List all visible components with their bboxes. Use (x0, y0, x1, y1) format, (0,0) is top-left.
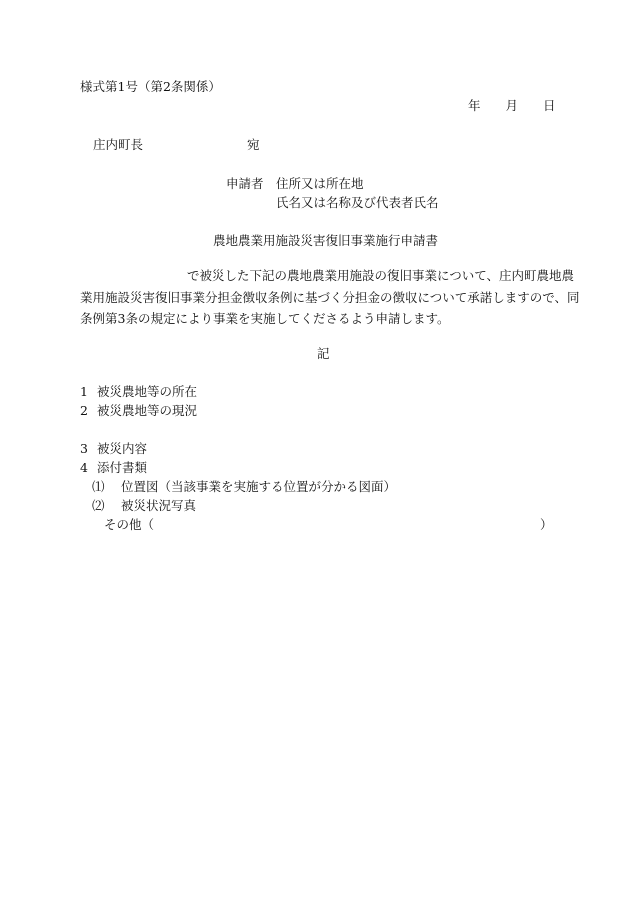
addressee-suffix: 宛 (247, 137, 260, 152)
body-line-3: 条例第3条の規定により事業を実施してくださるよう申請します。 (80, 311, 450, 326)
body-line-1: で被災した下記の農地農業用施設の復旧事業について、庄内町農地農 (187, 268, 575, 283)
applicant-address-label: 住所又は所在地 (276, 176, 364, 191)
ki-heading: 記 (317, 346, 330, 361)
body-line-2: 業用施設災害復旧事業分担金徴収条例に基づく分担金の徴収について承諾しますので、同 (80, 290, 580, 305)
list-item (80, 443, 147, 456)
attachment-number: ⑵ (92, 498, 105, 513)
item-text: 被災農地等の所在 (97, 384, 198, 399)
date-line (468, 100, 556, 113)
document-title: 農地農業用施設災害復旧事業施行申請書 (213, 233, 439, 248)
attachment-number: ⑴ (92, 479, 105, 494)
attachment-other: その他（ (104, 517, 155, 532)
item-number: 2 (80, 403, 88, 418)
list-item (80, 405, 197, 418)
item-text: 被災農地等の現況 (97, 403, 198, 418)
attachment-item (92, 500, 196, 513)
item-text: 添付書類 (97, 460, 148, 475)
item-number: 3 (80, 441, 88, 456)
form-number: 様式第1号（第2条関係） (80, 79, 221, 94)
list-item (80, 462, 147, 475)
item-number: 4 (80, 460, 88, 475)
attachment-text: 位置図（当該事業を実施する位置が分かる図面） (121, 479, 397, 494)
addressee-name: 庄内町長 (93, 137, 144, 152)
date-month-label: 月 (505, 98, 519, 113)
attachment-other-close: ） (540, 517, 553, 532)
applicant-label: 申請者 (226, 176, 264, 191)
applicant-name-label: 氏名又は名称及び代表者氏名 (276, 195, 439, 210)
date-day-label: 日 (543, 98, 556, 113)
item-text: 被災内容 (97, 441, 148, 456)
attachment-item (92, 481, 396, 494)
list-item (80, 386, 197, 399)
date-year-label: 年 (468, 98, 481, 113)
item-number: 1 (80, 384, 88, 399)
attachment-text: 被災状況写真 (121, 498, 197, 513)
